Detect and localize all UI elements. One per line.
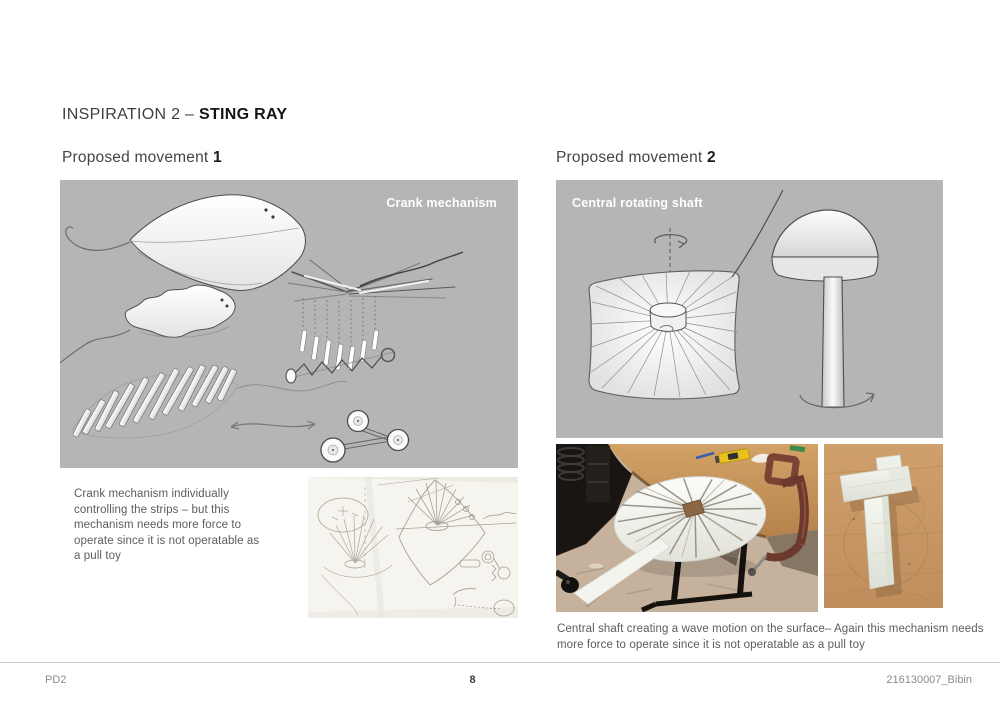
stingray-sketch-wavy [60, 285, 235, 363]
page-title [62, 106, 287, 124]
foam-prototype-image [824, 444, 943, 608]
wheel-chassis-sketch [321, 411, 409, 463]
left-caption: Crank mechanism individually controlling the strips – but this mechanism needs more force to operate since it is not operatable as a pull toy [74, 488, 260, 562]
right-caption: Central shaft creating a wave motion on the surface– Again this mechanism needs more force to operate since it is not operatable as a pull toy [557, 623, 984, 651]
central-rotating-shaft-label: Central rotating shaft [572, 196, 703, 210]
stingray-sketch-strips [72, 364, 347, 438]
crank-mechanism-sketch-panel [60, 180, 518, 468]
foam-t-prototype-photo [824, 444, 943, 608]
page-title-emphasis: STING RAY [198, 106, 288, 123]
left-section-heading [62, 149, 222, 167]
prototype-workshop-photo [556, 444, 818, 612]
left-heading-text: Proposed movement [62, 149, 213, 166]
motion-arrow [231, 421, 315, 429]
pencil-sketch-photo [308, 477, 518, 618]
rotating-shaft-sketch-panel [556, 180, 943, 438]
left-heading-number: 1 [212, 149, 222, 166]
t-shaft-sketch [772, 210, 878, 408]
crank-mechanism-sketch [286, 252, 463, 383]
crank-mechanism-label: Crank mechanism [386, 196, 497, 210]
rotating-surface-sketch [589, 190, 783, 399]
workshop-photo-image [556, 444, 818, 612]
rotating-shaft-sketch-image [556, 180, 943, 438]
right-section-heading [556, 149, 716, 167]
page-title-prefix: INSPIRATION 2 – [62, 106, 199, 123]
footer-project-code: PD2 [45, 674, 67, 686]
footer-divider [0, 662, 1000, 663]
page-number: 8 [469, 674, 476, 686]
right-heading-text: Proposed movement [556, 149, 707, 166]
stingray-sketch-smooth [66, 195, 306, 291]
stingray-crank-sketch-image [60, 180, 518, 468]
right-heading-number: 2 [706, 149, 716, 166]
footer-author-id: 216130007_Bibin [886, 674, 972, 686]
pencil-sketch-image [308, 477, 518, 618]
